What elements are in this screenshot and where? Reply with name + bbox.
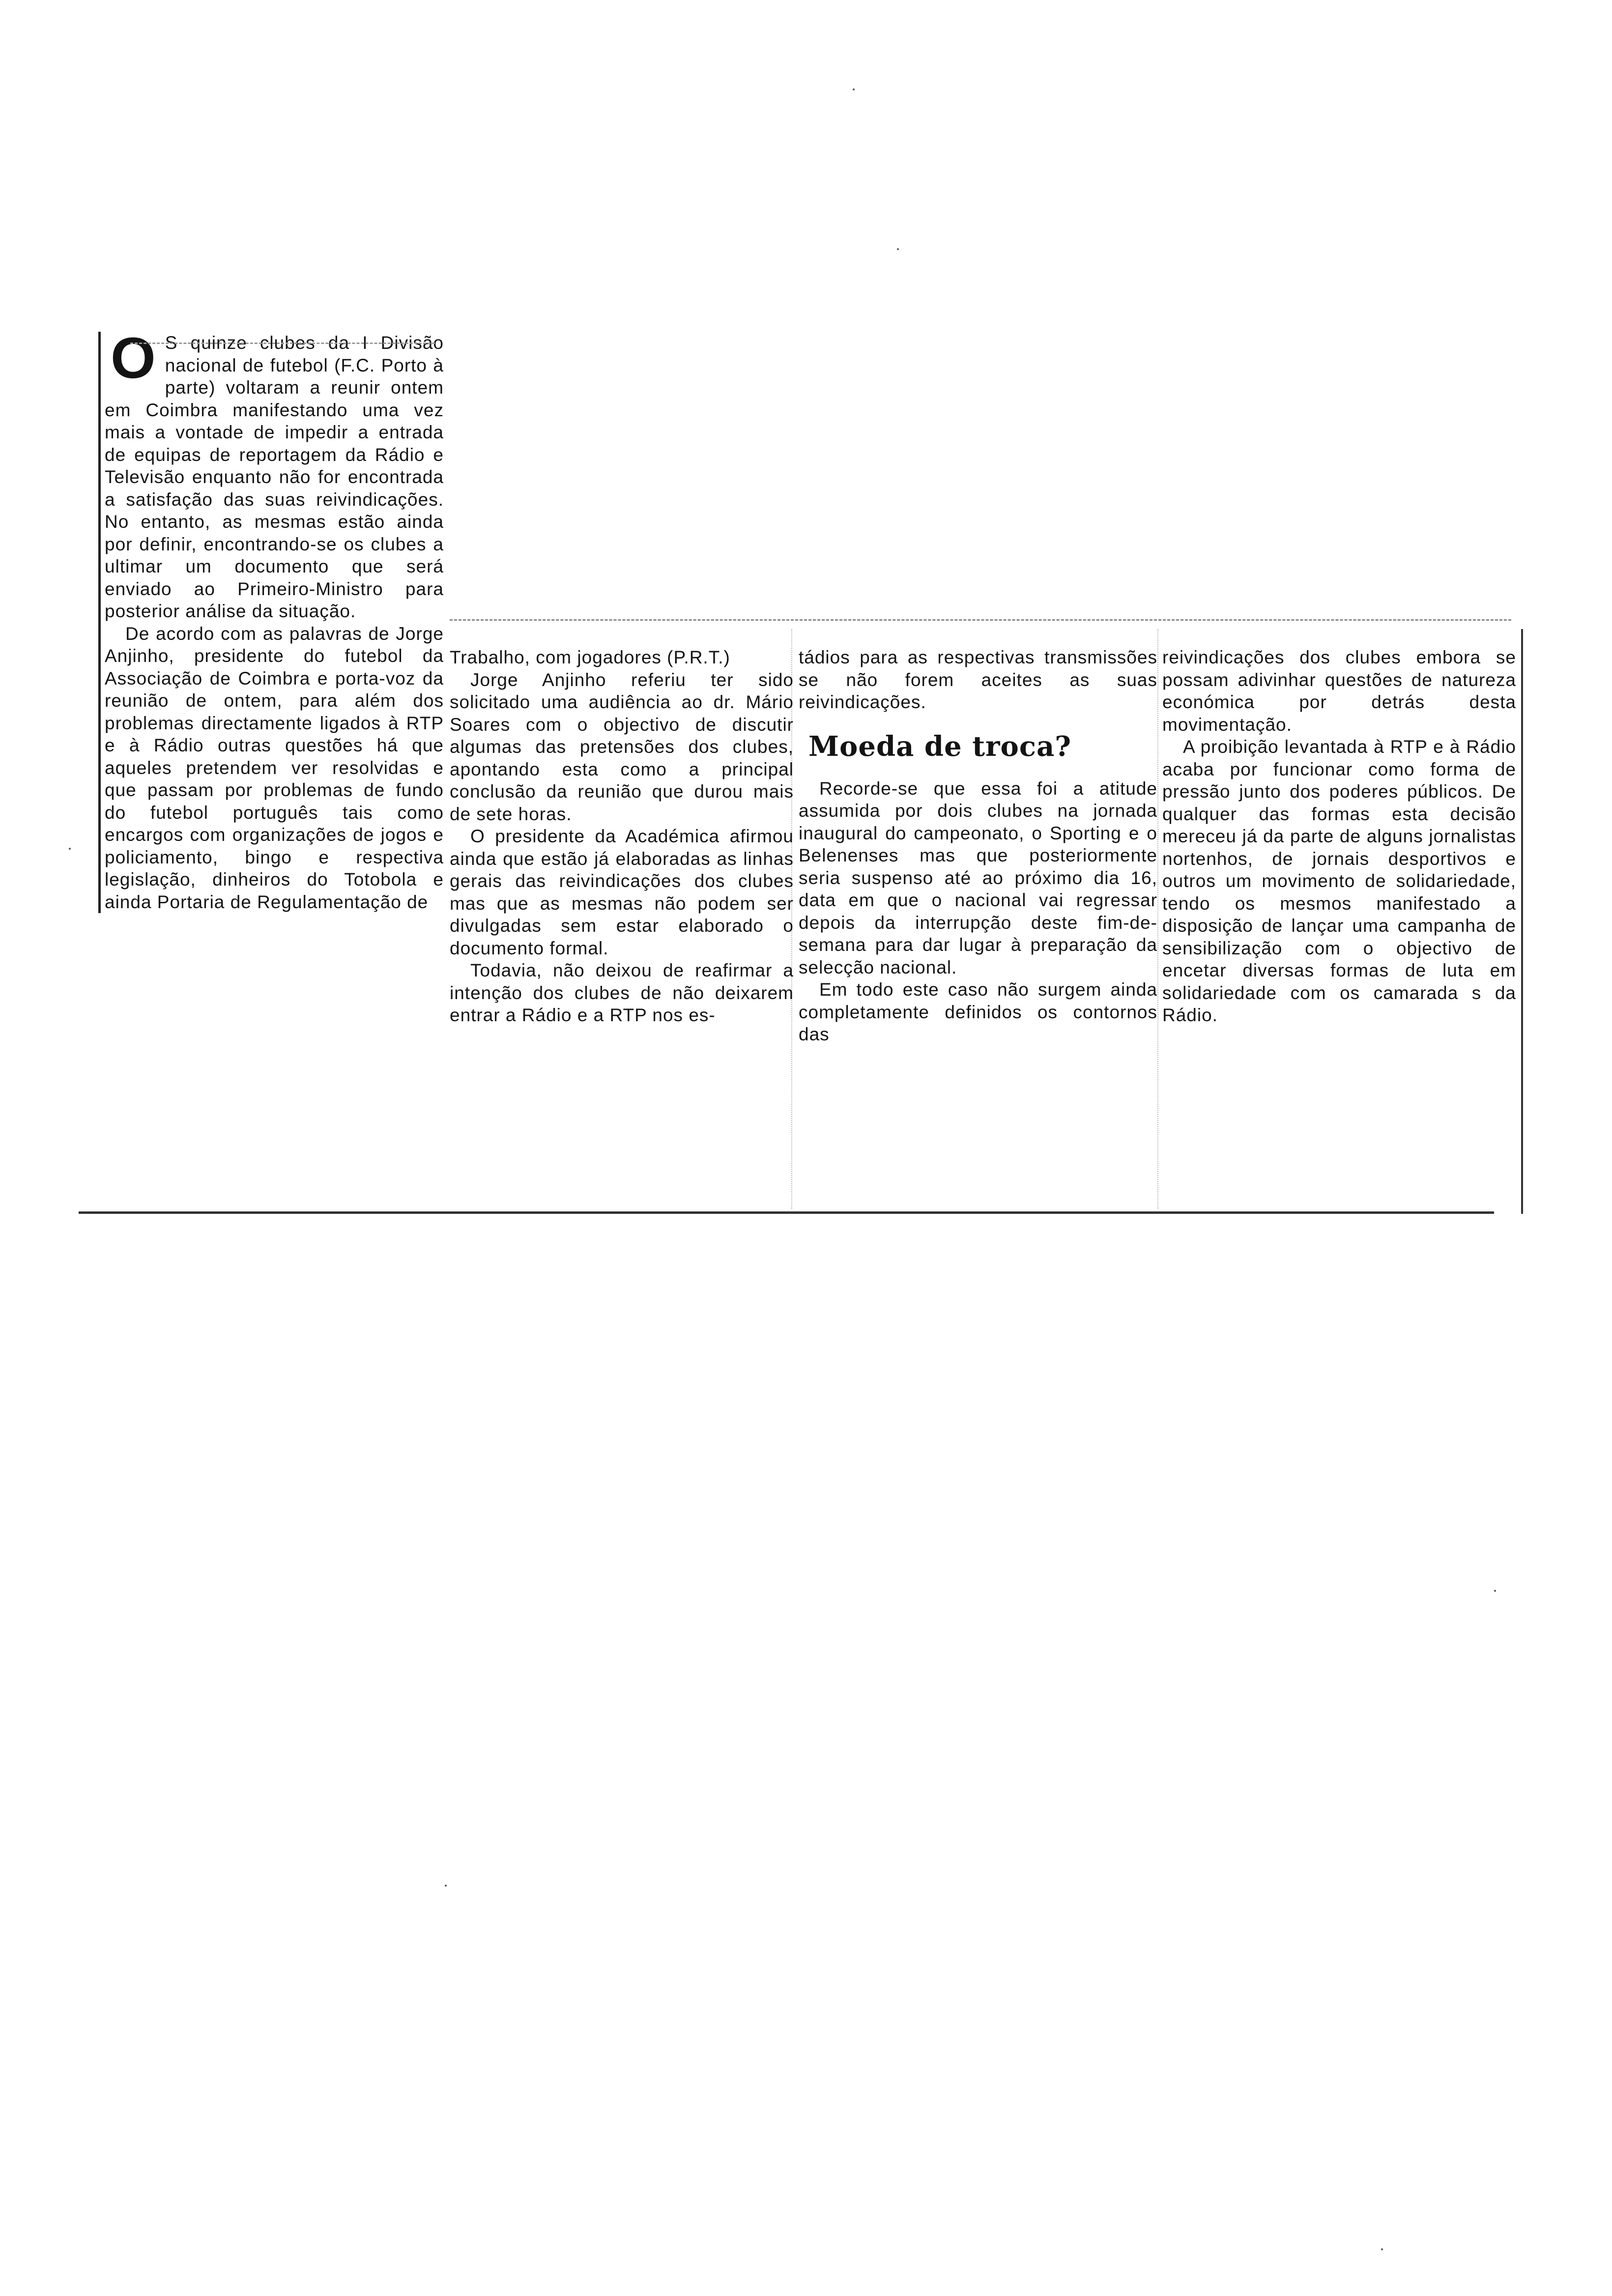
body-paragraph: tádios para as respectivas transmissões se não forem aceites as suas reivindicações.: [799, 647, 1157, 712]
body-paragraph: Em todo este caso não surgem ainda completamente definidos os contornos das: [799, 979, 1157, 1044]
scan-speck: [853, 88, 855, 90]
body-paragraph: reivindicações dos clubes embora se possam adivinhar questões de natureza económica por detrás desta movimentação.: [1162, 647, 1516, 735]
lead-paragraph: [105, 326, 444, 623]
body-paragraph: Todavia, não deixou de reafirmar a intenção dos clubes de não deixarem entrar a Rádio e a RTP nos es-: [450, 960, 794, 1025]
drop-cap: O: [111, 326, 156, 391]
scan-speck: [1494, 1590, 1496, 1592]
top-divider-rule: [450, 619, 1511, 621]
article-column-1: [98, 326, 444, 913]
article-column-3: [799, 646, 1157, 1046]
newspaper-clipping: [79, 305, 1516, 1219]
body-paragraph: O presidente da Académica afirmou ainda que estão já elaboradas as linhas gerais das reivindicações dos clubes mas que as mesmas não podem ser divulgadas sem estar elaborado o documento formal.: [450, 826, 794, 958]
scan-speck: [445, 1885, 447, 1887]
column-1-top-rule: [130, 343, 435, 344]
clipping-right-edge: [1521, 629, 1523, 1214]
article-column-4: [1162, 646, 1516, 1027]
body-paragraph: De acordo com as palavras de Jorge Anjinho, presidente do futebol da Associação de Coimbra e porta-voz da reunião de ontem, para além dos problemas directamente ligados à RTP e à Rádio outras questões há que aqueles pretendem ver resolvidas e que passam por problemas de fundo do futebol português tais como encargos com organizações de jogos e policiamento, bingo e respectiva legislação, dinheiros do Totobola e ainda Portaria de Regulamentação de: [105, 623, 444, 912]
lead-paragraph-text: S quinze clubes da I Divisão nacional de futebol (F.C. Porto à parte) voltaram a reunir ontem em Coimbra manifestando uma vez mais a vontade de impedir a entrada de equipas de reportagem da Rádio e Televisão enquanto não for encontrada a satisfação das suas reivindicações. No entanto, as mesmas estão ainda por definir, encontrando-se os clubes a ultimar um documento que será enviado ao Primeiro-Ministro para posterior análise da situação.: [105, 333, 444, 621]
subheading: Moeda de troca?: [808, 730, 1072, 763]
column-separator: [1157, 629, 1158, 1209]
scan-speck: [897, 248, 899, 250]
body-paragraph: Jorge Anjinho referiu ter sido solicitado uma audiência ao dr. Mário Soares com o objectivo de discutir algumas das pretensões dos clubes, apontando esta como a principal conclusão da reunião que durou mais de sete horas.: [450, 669, 794, 824]
article-column-2: [450, 646, 794, 1027]
scan-speck: [69, 848, 71, 850]
body-paragraph: A proibição levantada à RTP e à Rádio acaba por funcionar como forma de pressão junto dos poderes públicos. De qualquer das formas esta decisão mereceu já da parte de alguns jornalistas nortenhos, de jornais desportivos e outros um movimento de solidariedade, tendo os mesmos manifestado a disposição de lançar uma campanha de sensibilização com o objectivo de encetar diversas formas de luta em solidariedade com os camarada s da Rádio.: [1162, 737, 1516, 1025]
scan-speck: [1381, 2248, 1383, 2250]
bottom-divider-rule: [79, 1211, 1494, 1214]
body-paragraph: Trabalho, com jogadores (P.R.T.): [450, 647, 730, 667]
body-paragraph: Recorde-se que essa foi a atitude assumida por dois clubes na jornada inaugural do campeonato, o Sporting e o Belenenses mas que posteriormente seria suspenso até ao próximo dia 16, data em que o nacional vai regressar depois da interrupção deste fim-de-semana para dar lugar à preparação da selecção nacional.: [799, 778, 1157, 977]
